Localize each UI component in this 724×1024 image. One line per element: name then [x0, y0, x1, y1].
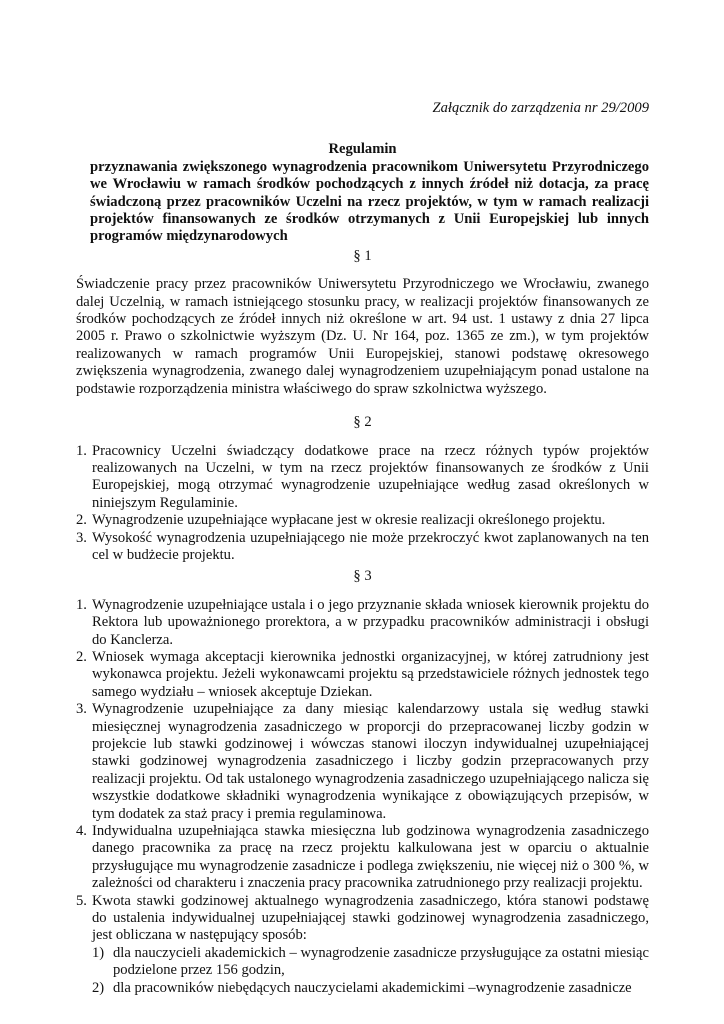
sub-item-text: dla nauczycieli akademickich – wynagrodzenie zasadnicze przysługujące za ostatni miesiąc podzielone przez 156 godzin,	[113, 944, 649, 979]
item-number: 3.	[76, 529, 87, 546]
item-text: Wynagrodzenie uzupełniające ustala i o jego przyznanie składa wniosek kierownik projektu do Rektora lub upoważnionego prorektora, a w przypadku pracowników administracji i obsługi do Kanclerza.	[92, 596, 649, 648]
list-item	[76, 701, 649, 823]
section-3-label: § 3	[353, 568, 372, 585]
item-number: 2.	[76, 648, 87, 665]
list-item	[76, 443, 649, 513]
item-text: Wniosek wymaga akceptacji kierownika jednostki organizacyjnej, w której zatrudniony jest wykonawca projektu. Jeżeli wykonawcami projektu są przedstawiciele różnych jednostek tego samego wydziału – wniosek akceptuje Dziekan.	[92, 648, 649, 700]
section-2-list	[76, 443, 649, 565]
document-page	[76, 100, 649, 997]
item-text: Wysokość wynagrodzenia uzupełniającego nie może przekroczyć kwot zaplanowanych na ten cel w budżecie projektu.	[92, 529, 649, 563]
section-1-text: Świadczenie pracy przez pracowników Uniwersytetu Przyrodniczego we Wrocławiu, zwanego dalej Uczelnią, w ramach istniejącego stosunku pracy, w realizacji projektów finansowanych ze środków pochodzących ze źródeł innych niż określone w art. 94 ust. 1 ustawy z dnia 27 lipca 2005 r. Prawo o szkolnictwie wyższym (Dz. U. Nr 164, poz. 1365 ze zm.), w tym projektów realizowanych w ramach programów Unii Europejskiej, stanowi podstawę okresowego zwiększenia wynagrodzenia, zwanego dalej wynagrodzeniem uzupełniającym ponad ustalone na podstawie rozporządzenia ministra właściwego do spraw szkolnictwa wyższego.	[76, 276, 649, 397]
item-number: 1.	[76, 596, 87, 613]
list-item	[76, 823, 649, 893]
section-2-label: § 2	[353, 414, 372, 431]
sub-list	[92, 945, 649, 997]
list-item	[76, 530, 649, 565]
document-title: Regulamin	[328, 141, 397, 158]
list-item	[76, 597, 649, 649]
item-number: 4.	[76, 823, 87, 840]
item-text: Kwota stawki godzinowej aktualnego wynagrodzenia zasadniczego, która stanowi podstawę do ustalenia indywidualnej uzupełniającej stawki godzinowej wynagrodzenia zasadniczego, jest obliczana w następujący sposób:	[92, 892, 649, 944]
item-text: Wynagrodzenie uzupełniające wypłacane jest w okresie realizacji określonego projektu.	[92, 512, 606, 529]
document-subtitle: przyznawania zwiększonego wynagrodzenia pracownikom Uniwersytetu Przyrodniczego we Wrocławiu w ramach środków pochodzących z innych źródeł niż dotacja, za pracę świadczoną przez pracowników Uczelni na rzecz projektów, w tym w ramach realizacji projektów finansowanych ze środków otrzymanych z Unii Europejskiej lub innych programów międzynarodowych	[90, 158, 649, 245]
sub-list-item	[92, 945, 649, 980]
list-item	[76, 512, 649, 529]
list-item	[76, 649, 649, 701]
item-number: 2.	[76, 512, 87, 529]
item-number: 3.	[76, 701, 87, 718]
sub-list-item	[92, 980, 649, 997]
sub-item-number: 2)	[92, 979, 105, 996]
item-text: Wynagrodzenie uzupełniające za dany miesiąc kalendarzowy ustala się według stawki miesięcznej wynagrodzenia zasadniczego w proporcji do przepracowanej liczby godzin w projekcie lub stawki godzinowej i wówczas stanowi iloczyn indywidualnej uzupełniającej stawki godzinowej wynagrodzenia zasadniczego i liczby godzin przepracowanych przy realizacji projektu. Od tak ustalonego wynagrodzenia zasadniczego uzupełniającego nalicza się wszystkie dodatkowe składniki wynagrodzenia wynikające z obowiązujących przepisów, w tym dodatek za staż pracy i premia regulaminowa.	[92, 701, 649, 822]
item-number: 5.	[76, 892, 87, 909]
list-item	[76, 893, 649, 997]
item-number: 1.	[76, 442, 87, 459]
annex-heading: Załącznik do zarządzenia nr 29/2009	[432, 100, 649, 116]
item-text: Indywidualna uzupełniająca stawka miesięczna lub godzinowa wynagrodzenia zasadniczego danego pracownika za pracę na rzecz projektu kalkulowana jest w oparciu o aktualnie przysługujące mu wynagrodzenie zasadnicze i podlega zwiększeniu, nie więcej niż o 300 %, w zależności od charakteru i znaczenia pracy pracownika zatrudnionego przy realizacji projektu.	[92, 823, 649, 892]
section-3-list	[76, 597, 649, 997]
sub-item-text: dla pracowników niebędących nauczycielami akademickimi –wynagrodzenie zasadnicze	[113, 979, 632, 996]
sub-item-number: 1)	[92, 944, 105, 961]
item-text: Pracownicy Uczelni świadczący dodatkowe prace na rzecz różnych typów projektów realizowanych na Uczelni, w tym na rzecz projektów finansowanych ze środków z Unii Europejskiej, mogą otrzymać wynagrodzenie uzupełniające według zasad określonych w niniejszym Regulaminie.	[92, 442, 649, 511]
section-1-label: § 1	[353, 247, 372, 264]
